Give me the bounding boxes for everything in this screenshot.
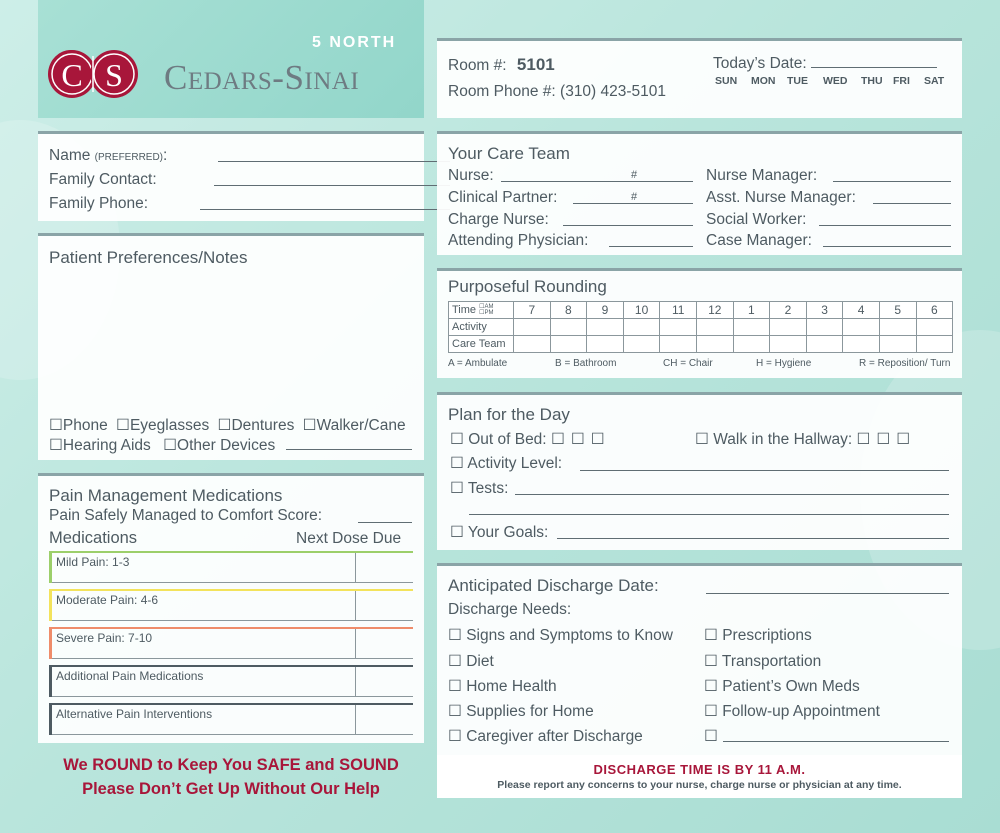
report-notice: Please report any concerns to your nurse, charge nurse or physician at any time. (497, 779, 902, 791)
divider (355, 667, 356, 697)
table-row (449, 319, 953, 336)
table-cell[interactable] (916, 319, 953, 336)
table-cell[interactable] (696, 336, 733, 353)
supplies-checkbox[interactable]: ☐ Supplies for Home (448, 703, 594, 720)
time-label: Time (452, 303, 477, 316)
divider (355, 629, 356, 659)
table-cell[interactable] (550, 319, 587, 336)
discharge-needs-label: Discharge Needs: (448, 601, 572, 618)
room-number: 5101 (516, 55, 555, 74)
table-cell[interactable] (843, 319, 880, 336)
divider (52, 658, 413, 659)
table-cell[interactable] (916, 336, 953, 353)
prescriptions-checkbox[interactable]: ☐ Prescriptions (704, 627, 812, 644)
pm-label: PM (484, 310, 494, 317)
checkbox-label: Diet (466, 653, 494, 670)
table-row (449, 336, 953, 353)
hour-cell: 1 (733, 302, 770, 319)
room-row (448, 55, 555, 75)
activity-level-label: Activity Level: (467, 455, 563, 472)
clinical-partner-field[interactable] (573, 203, 693, 204)
moderate-pain-box[interactable] (49, 589, 413, 621)
hour-cell: 9 (587, 302, 624, 319)
discharge-date-field[interactable] (706, 593, 949, 594)
checkbox-label: Follow-up Appointment (722, 703, 880, 720)
table-cell[interactable] (696, 319, 733, 336)
weekday[interactable]: MON (751, 75, 776, 87)
hour-cell: 8 (550, 302, 587, 319)
diet-checkbox[interactable]: ☐ Diet (448, 653, 494, 670)
cedars-sinai-logo-icon (48, 46, 138, 104)
checkbox-label: Other Devices (177, 437, 276, 454)
slogan-line-2: Please Don’t Get Up Without Our Help (82, 780, 380, 798)
table-cell[interactable] (770, 319, 807, 336)
plan-title: Plan for the Day (448, 405, 570, 424)
checkbox-label: Walker/Cane (316, 417, 406, 434)
comfort-score-label: Pain Safely Managed to Comfort Score: (49, 507, 323, 524)
severe-pain-box[interactable] (49, 627, 413, 659)
divider (52, 696, 413, 697)
unit-label: 5 NORTH (312, 34, 397, 51)
walk-row[interactable]: ☐ Walk in the Hallway: ☐☐☐ (695, 431, 917, 448)
nurse-manager-field[interactable] (833, 181, 951, 182)
checkbox-label: Phone (62, 417, 108, 434)
am-label: AM (484, 304, 494, 311)
phone-checkbox[interactable]: ☐Phone (49, 417, 108, 434)
transportation-checkbox[interactable]: ☐ Transportation (704, 653, 822, 670)
name-label: Name (49, 147, 91, 164)
table-cell[interactable] (660, 319, 697, 336)
activity-level-row[interactable]: ☐ Activity Level: (450, 455, 563, 472)
pain-level-label: Severe Pain: 7-10 (56, 631, 153, 645)
legend-chair: CH = Chair (663, 358, 713, 369)
home-health-checkbox[interactable]: ☐ Home Health (448, 678, 557, 695)
weekday[interactable]: FRI (893, 75, 910, 87)
checkbox-label: Transportation (721, 653, 822, 670)
room-label: Room #: (448, 57, 507, 74)
care-team-title: Your Care Team (448, 144, 570, 163)
table-cell[interactable] (733, 336, 770, 353)
device-row-1 (49, 416, 406, 435)
table-cell[interactable] (514, 336, 551, 353)
name-colon: : (163, 147, 168, 164)
other-devices-field[interactable] (286, 449, 412, 450)
family-contact-label: Family Contact: (49, 171, 157, 188)
checkbox-label: Patient’s Own Meds (722, 678, 860, 695)
asst-nurse-manager-label: Asst. Nurse Manager: (706, 189, 856, 206)
own-meds-checkbox[interactable]: ☐ Patient’s Own Meds (704, 678, 860, 695)
table-cell[interactable] (660, 336, 697, 353)
clinical-partner-label: Clinical Partner: (448, 189, 558, 206)
svg-text:S: S (105, 57, 123, 93)
table-cell[interactable] (733, 319, 770, 336)
pain-panel (38, 473, 424, 743)
clinical-partner-hash: # (631, 191, 638, 203)
device-row-2 (49, 436, 275, 455)
walker-cane-checkbox[interactable]: ☐Walker/Cane (302, 417, 406, 434)
divider (355, 553, 356, 583)
family-phone-label: Family Phone: (49, 195, 149, 212)
name-row[interactable] (49, 147, 167, 165)
care-team-row-label: Care Team (449, 336, 514, 353)
divider (355, 591, 356, 621)
plan-panel (437, 392, 962, 550)
legend-hygiene: H = Hygiene (756, 358, 812, 369)
pain-level-label: Moderate Pain: 4-6 (56, 593, 159, 607)
checkbox-label: Home Health (466, 678, 557, 695)
eyeglasses-checkbox[interactable]: ☐Eyeglasses (116, 417, 210, 434)
room-phone-label: Room Phone #: (448, 83, 556, 100)
header (38, 0, 424, 118)
table-cell[interactable] (623, 319, 660, 336)
follow-up-checkbox[interactable]: ☐ Follow-up Appointment (704, 703, 880, 720)
table-cell[interactable] (514, 319, 551, 336)
case-manager-field[interactable] (823, 246, 951, 247)
table-cell[interactable] (806, 319, 843, 336)
nurse-label: Nurse: (448, 167, 494, 184)
table-cell[interactable] (879, 336, 916, 353)
am-pm-marker: ☐AM ☐PM (479, 304, 494, 317)
family-contact-field[interactable] (214, 185, 450, 186)
table-row (449, 302, 953, 319)
hour-cell: 5 (879, 302, 916, 319)
pain-level-label: Additional Pain Medications (56, 669, 204, 683)
comfort-score-field[interactable] (358, 522, 412, 523)
hour-cell: 2 (770, 302, 807, 319)
social-worker-field[interactable] (819, 225, 951, 226)
mild-pain-box[interactable] (49, 551, 413, 583)
pain-title: Pain Management Medications (49, 486, 283, 505)
time-header (449, 302, 514, 319)
legend-ambulate: A = Ambulate (448, 358, 508, 369)
pain-level-label: Alternative Pain Interventions (56, 707, 213, 721)
out-of-bed-checkboxes[interactable]: ☐☐☐ (550, 431, 611, 448)
table-cell[interactable] (587, 319, 624, 336)
legend-bathroom: B = Bathroom (555, 358, 617, 369)
social-worker-label: Social Worker: (706, 211, 807, 228)
family-phone-field[interactable] (200, 209, 450, 210)
checkbox-label: Dentures (231, 417, 295, 434)
hour-cell: 6 (916, 302, 953, 319)
table-cell[interactable] (770, 336, 807, 353)
rounding-panel (437, 268, 962, 378)
other-devices-checkbox[interactable]: ☐Other Devices (163, 437, 276, 454)
checkbox-label: Caregiver after Discharge (466, 728, 643, 745)
preferences-title: Patient Preferences/Notes (49, 248, 248, 267)
patient-info-panel (38, 131, 424, 221)
checkbox-label: Eyeglasses (129, 417, 210, 434)
date-label: Today’s Date: (713, 55, 807, 72)
charge-nurse-field[interactable] (563, 225, 693, 226)
tests-label: Tests: (467, 480, 509, 497)
divider (52, 734, 413, 735)
goals-field[interactable] (557, 538, 949, 539)
date-row[interactable] (713, 55, 937, 73)
table-cell[interactable] (587, 336, 624, 353)
discharge-footer (437, 755, 962, 798)
table-cell[interactable] (550, 336, 587, 353)
alternative-pain-box[interactable] (49, 703, 413, 735)
charge-nurse-label: Charge Nurse: (448, 211, 549, 228)
room-phone-number: (310) 423-5101 (560, 83, 667, 100)
weekday[interactable]: TUE (787, 75, 808, 87)
hour-cell: 7 (514, 302, 551, 319)
checkbox-label: Prescriptions (722, 627, 812, 644)
additional-pain-meds-box[interactable] (49, 665, 413, 697)
other-need-field[interactable] (723, 741, 949, 742)
discharge-time-notice: DISCHARGE TIME IS BY 11 A.M. (593, 762, 806, 777)
table-cell[interactable] (879, 319, 916, 336)
care-team-panel (437, 131, 962, 255)
checkbox-label: Supplies for Home (466, 703, 594, 720)
hour-cell: 11 (660, 302, 697, 319)
attending-field[interactable] (609, 246, 693, 247)
walk-checkboxes[interactable]: ☐☐☐ (856, 431, 917, 448)
rounding-table (448, 301, 953, 353)
rounding-title: Purposeful Rounding (448, 277, 607, 296)
tests-row[interactable]: ☐ Tests: (450, 480, 509, 497)
room-phone-row (448, 83, 666, 101)
weekday[interactable]: WED (823, 75, 848, 87)
table-cell[interactable] (843, 336, 880, 353)
hour-cell: 4 (843, 302, 880, 319)
dentures-checkbox[interactable]: ☐Dentures (217, 417, 295, 434)
table-cell[interactable] (806, 336, 843, 353)
attending-label: Attending Physician: (448, 232, 589, 249)
pain-level-label: Mild Pain: 1-3 (56, 555, 130, 569)
goals-row[interactable]: ☐ Your Goals: (450, 524, 549, 541)
asst-nurse-manager-field[interactable] (873, 203, 951, 204)
walk-label: Walk in the Hallway: (713, 431, 853, 448)
out-of-bed-row[interactable]: ☐ Out of Bed: ☐☐☐ (450, 431, 611, 448)
divider (52, 582, 413, 583)
weekday[interactable]: THU (861, 75, 883, 87)
tests-field[interactable] (515, 494, 949, 495)
brand-name: Cedars-Sinai (164, 58, 360, 97)
activity-level-field[interactable] (580, 470, 949, 471)
name-sublabel: (PREFERRED) (94, 152, 164, 163)
tests-field-2[interactable] (469, 514, 949, 515)
signs-symptoms-checkbox[interactable]: ☐ Signs and Symptoms to Know (448, 627, 673, 644)
goals-label: Your Goals: (467, 524, 549, 541)
caregiver-checkbox[interactable]: ☐ Caregiver after Discharge (448, 728, 643, 745)
discharge-panel (437, 563, 962, 795)
medications-heading: Medications (49, 529, 138, 547)
activity-row-label: Activity (449, 319, 514, 336)
nurse-field[interactable] (501, 181, 693, 182)
weekday[interactable]: SAT (924, 75, 945, 87)
nurse-manager-label: Nurse Manager: (706, 167, 818, 184)
slogan-line-1: We ROUND to Keep You SAFE and SOUND (63, 756, 399, 774)
weekday-row (715, 75, 944, 87)
checkbox-label: Hearing Aids (62, 437, 151, 454)
divider (52, 620, 413, 621)
svg-text:C: C (61, 57, 83, 93)
divider (355, 705, 356, 735)
next-dose-heading: Next Dose Due (296, 530, 402, 547)
legend-reposition: R = Reposition/ Turn (859, 358, 951, 369)
hearing-aids-checkbox[interactable]: ☐Hearing Aids (49, 437, 151, 454)
checkbox-label: Signs and Symptoms to Know (466, 627, 673, 644)
date-field[interactable] (811, 67, 937, 68)
weekday[interactable]: SUN (715, 75, 738, 87)
name-field[interactable] (218, 161, 450, 162)
nurse-ext-hash: # (631, 169, 638, 181)
discharge-date-label: Anticipated Discharge Date: (448, 576, 659, 595)
hour-cell: 10 (623, 302, 660, 319)
hour-cell: 3 (806, 302, 843, 319)
case-manager-label: Case Manager: (706, 232, 812, 249)
other-need-checkbox[interactable]: ☐ (704, 728, 718, 745)
hour-cell: 12 (696, 302, 733, 319)
room-panel (437, 38, 962, 118)
preferences-panel (38, 233, 424, 460)
table-cell[interactable] (623, 336, 660, 353)
out-of-bed-label: Out of Bed: (468, 431, 547, 448)
